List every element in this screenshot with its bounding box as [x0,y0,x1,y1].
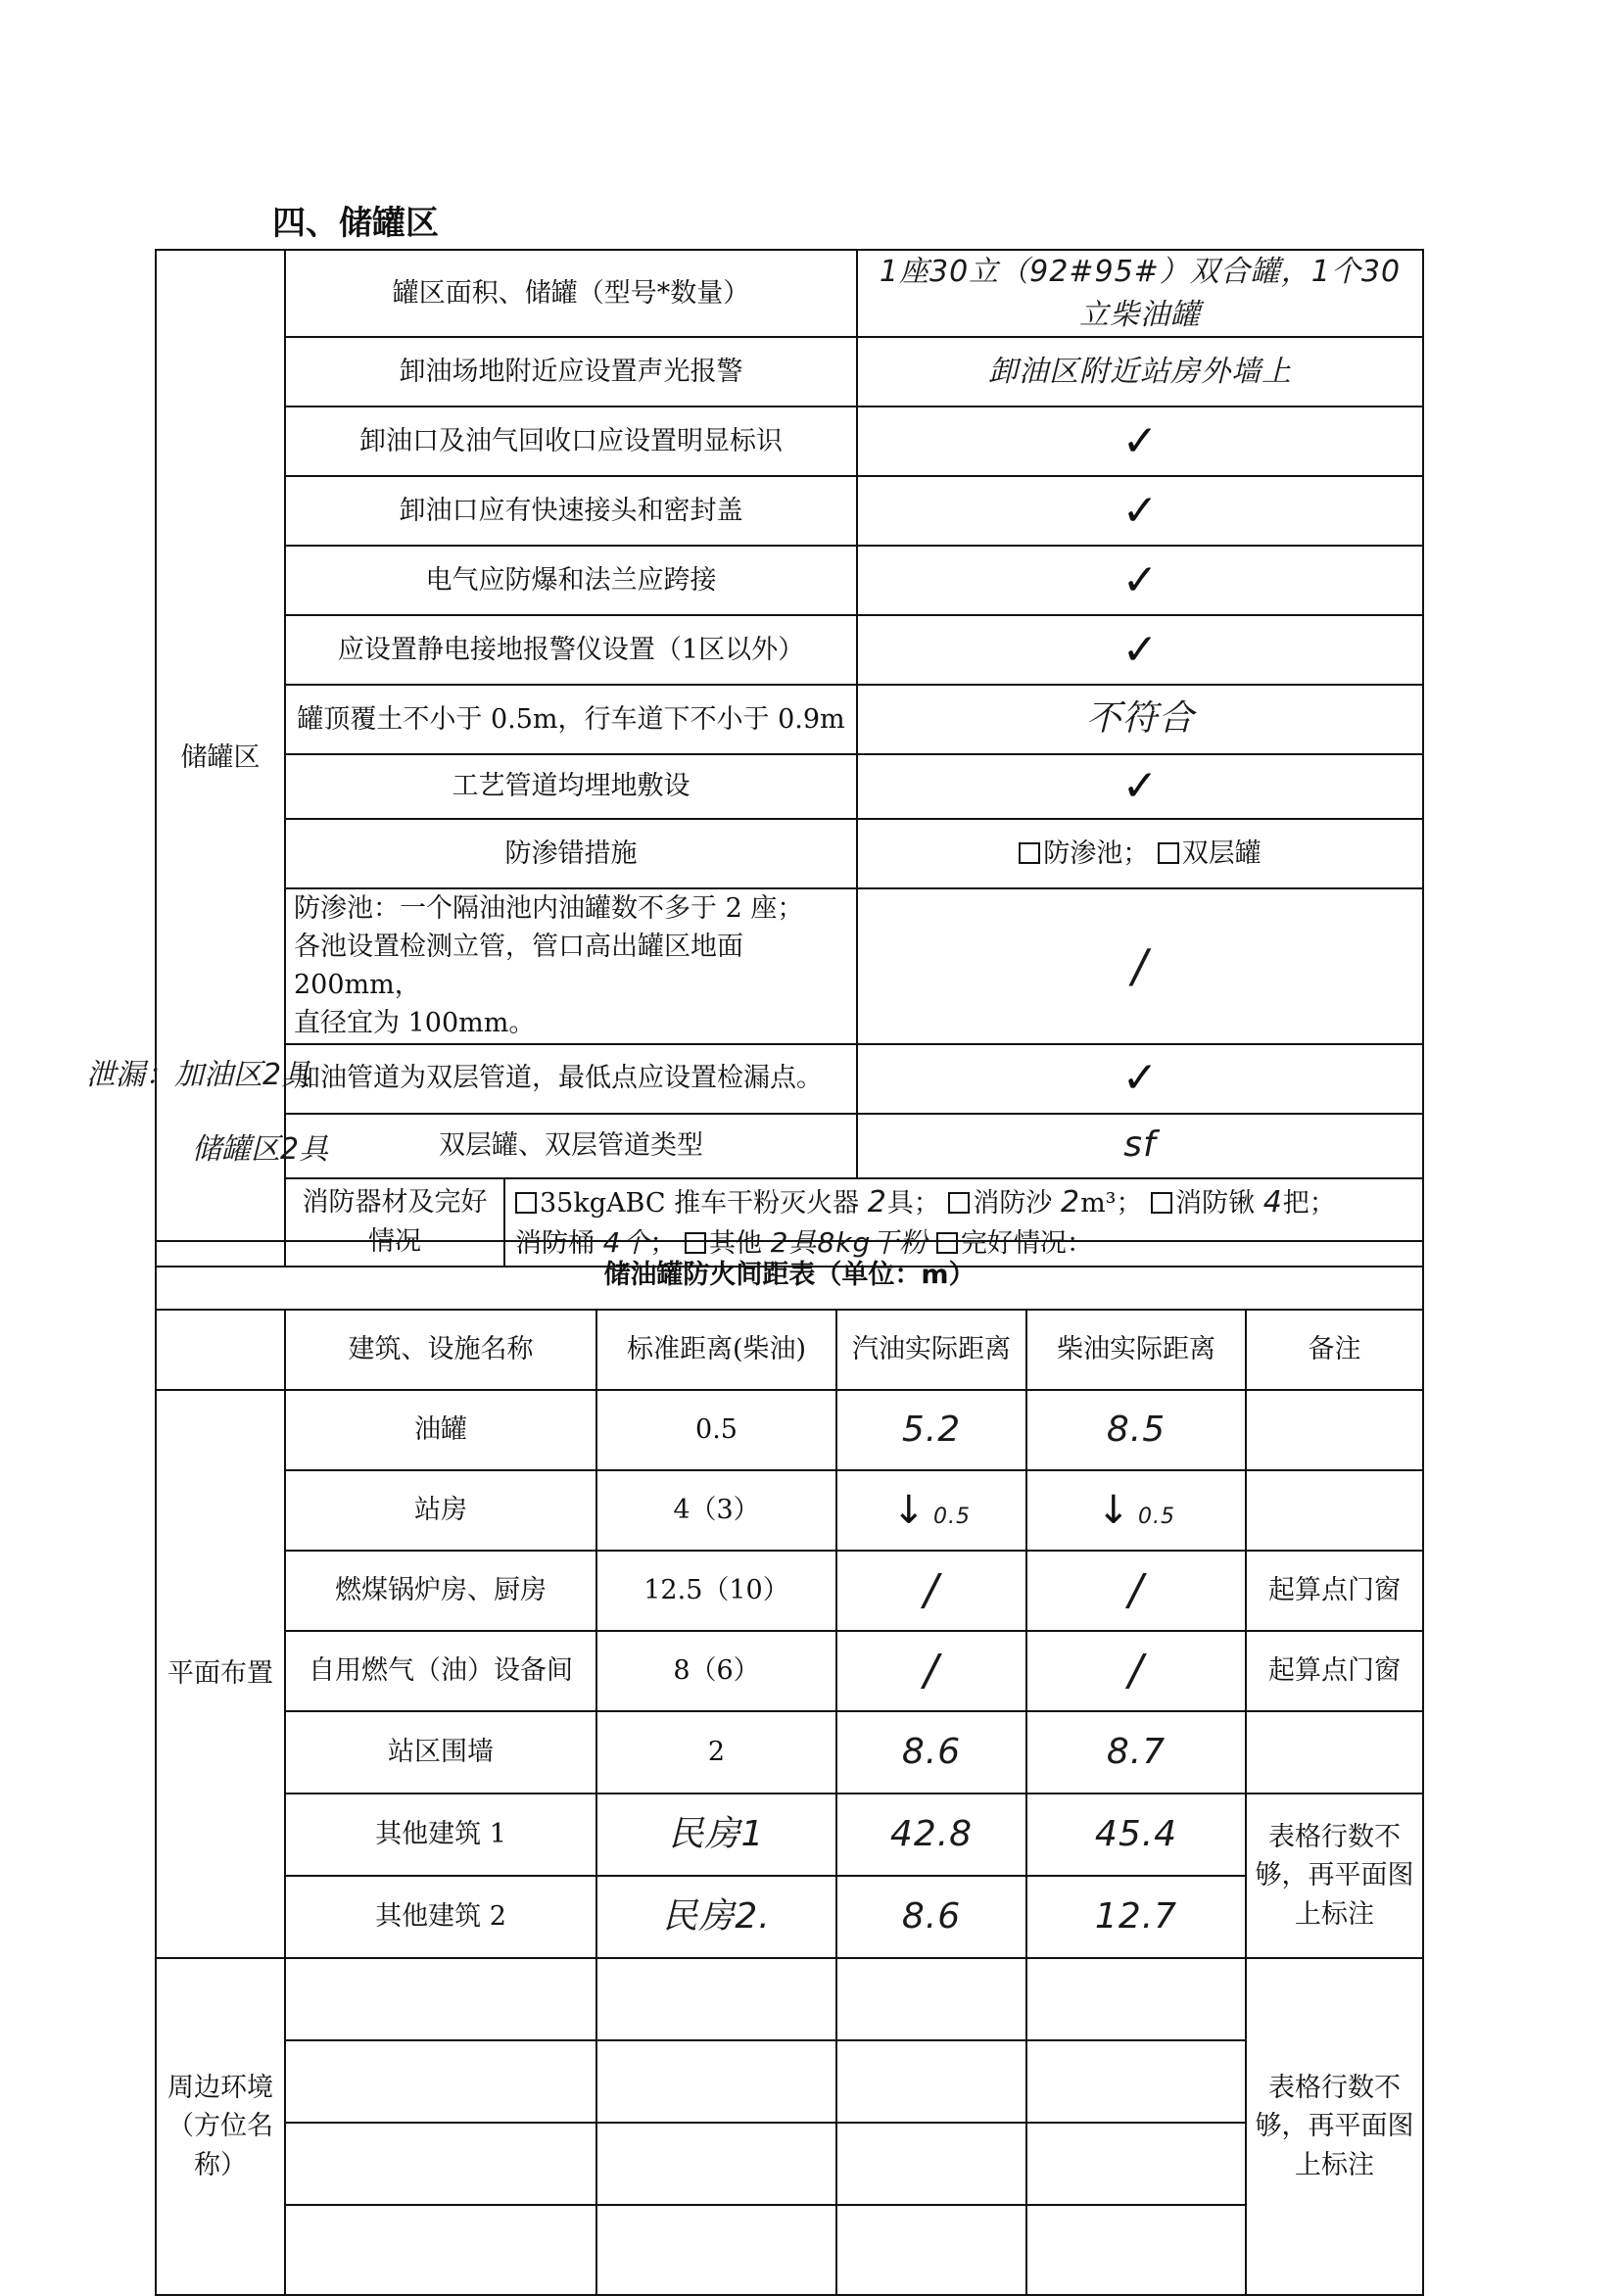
empty-cell [1026,1958,1246,2040]
empty-cell [285,2040,596,2123]
empty-cell [285,2205,596,2295]
other-label: 其他 [709,1227,763,1259]
unit-label: m³； [1080,1187,1143,1219]
bucket-label: 消防桶 [515,1227,595,1259]
empty-cell [596,2205,836,2295]
diesel-distance: / [1026,1631,1246,1711]
row-item: 卸油场地附近应设置声光报警 [285,337,857,407]
facility-name: 其他建筑 1 [285,1794,596,1876]
row-item: 罐区面积、储罐（型号*数量） [285,250,857,337]
note-cell: 起算点门窗 [1246,1631,1423,1711]
other-value: 2具8kg干粉 [770,1225,929,1259]
margin-note: 储罐区2具 [192,1132,329,1167]
pool-requirement [285,888,857,1044]
diesel-distance: 45.4 [1026,1794,1246,1876]
gasoline-distance: 0.5 [933,1505,972,1529]
check-mark: ✓ [857,407,1423,476]
empty-cell [836,2123,1026,2205]
check-mark: ✓ [857,546,1423,615]
handwritten-value: 卸油区附近站房外墙上 [857,337,1423,407]
checkbox-icon [948,1192,970,1214]
checkbox-icon [1151,1192,1172,1214]
column-header: 建筑、设施名称 [285,1310,596,1390]
empty-cell [1026,2205,1246,2295]
requirement-line: 防渗池：一个隔油池内油罐数不多于 2 座； [294,893,804,924]
column-header: 备注 [1246,1310,1423,1390]
row-item: 卸油口应有快速接头和密封盖 [285,476,857,546]
checkbox-icon [515,1192,537,1214]
gasoline-distance: / [836,1631,1026,1711]
extinguisher-qty: 2 [867,1184,887,1220]
arrow-down-icon: ↓ [891,1488,926,1533]
diesel-distance: 8.7 [1026,1711,1246,1794]
diesel-distance: / [1026,1551,1246,1631]
facility-name-handwritten: 民房1 [596,1794,836,1876]
gasoline-distance: / [836,1551,1026,1631]
row-item: 电气应防爆和法兰应跨接 [285,546,857,615]
note-cell: 表格行数不够，再平面图上标注 [1246,1958,1423,2295]
empty-cell [836,2205,1026,2295]
standard-distance: 0.5 [596,1390,836,1470]
gasoline-distance: 8.6 [836,1711,1026,1794]
note-cell [1246,1470,1423,1551]
column-header: 标准距离(柴油) [596,1310,836,1390]
row-item: 罐顶覆土不小于 0.5m，行车道下不小于 0.9m [285,685,857,754]
seepage-options [857,819,1423,888]
facility-name: 站房 [285,1470,596,1551]
row-item: 工艺管道均埋地敷设 [285,754,857,819]
empty-cell [285,2123,596,2205]
requirement-line: 各池设置检测立管，管口高出罐区地面 200mm， [294,932,743,1001]
gasoline-distance: 42.8 [836,1794,1026,1876]
empty-cell [156,1310,285,1390]
empty-cell [836,1958,1026,2040]
check-mark: ✓ [857,615,1423,685]
note-cell: 起算点门窗 [1246,1551,1423,1631]
table-title: 储油罐防火间距表（单位：m） [156,1241,1423,1310]
empty-cell [1026,2040,1246,2123]
empty-cell [596,2123,836,2205]
standard-distance: 12.5（10） [596,1551,836,1631]
check-mark: ✓ [857,754,1423,819]
empty-cell [285,1958,596,2040]
gasoline-distance: 5.2 [836,1390,1026,1470]
handwritten-value: 不符合 [857,685,1423,754]
facility-name: 站区围墙 [285,1711,596,1794]
note-cell [1246,1390,1423,1470]
handwritten-value: / [857,888,1423,1044]
facility-name: 自用燃气（油）设备间 [285,1631,596,1711]
facility-name-handwritten: 民房2. [596,1876,836,1958]
handwritten-value: sf [857,1114,1423,1178]
gasoline-distance: 8.6 [836,1876,1026,1958]
sand-label: 消防沙 [973,1187,1053,1219]
tank-area-group-label: 储罐区 [156,250,285,1267]
tank-area-table [155,249,1424,1268]
standard-distance: 8（6） [596,1631,836,1711]
empty-cell [596,2040,836,2123]
diesel-distance-cell [1026,1470,1246,1551]
separator: ； [1122,837,1150,869]
row-item: 卸油口及油气回收口应设置明显标识 [285,407,857,476]
standard-distance: 2 [596,1711,836,1794]
column-header: 汽油实际距离 [836,1310,1026,1390]
facility-name: 燃煤锅炉房、厨房 [285,1551,596,1631]
good-condition-label: 完好情况： [960,1227,1093,1259]
shovel-qty: 4 [1262,1184,1283,1220]
fire-distance-table [155,1240,1424,2296]
option-label: 双层罐 [1181,837,1262,869]
seepage-item: 防渗错措施 [285,819,857,888]
standard-distance: 4（3） [596,1470,836,1551]
requirement-line: 直径宜为 100mm。 [294,1008,536,1039]
facility-name: 油罐 [285,1390,596,1470]
checkbox-icon [1158,842,1179,864]
margin-note: 泄漏：加油区2具 [86,1058,311,1092]
label-line: 消防器材及完好 [302,1187,488,1219]
check-mark: ✓ [857,1044,1423,1114]
extinguisher-label: 35kgABC 推车干粉灭火器 [540,1187,860,1219]
layout-group-label: 平面布置 [156,1390,285,1958]
checkbox-icon [1019,842,1040,864]
column-header: 柴油实际距离 [1026,1310,1246,1390]
empty-cell [596,1958,836,2040]
diesel-distance: 12.7 [1026,1876,1246,1958]
diesel-distance: 8.5 [1026,1390,1246,1470]
option-label: 防渗池 [1043,837,1123,869]
check-mark: ✓ [857,476,1423,546]
handwritten-value: 1座30立（92#95#）双合罐，1个30立柴油罐 [857,250,1423,337]
arrow-down-icon: ↓ [1096,1488,1130,1533]
shovel-label: 消防锹 [1175,1187,1256,1219]
unit-label: 把； [1282,1187,1336,1219]
section-title: 四、储罐区 [272,204,439,243]
gasoline-distance-cell [836,1470,1026,1551]
empty-cell [1026,2123,1246,2205]
separator: ； [649,1227,677,1259]
unit-label: 具； [886,1187,940,1219]
bucket-qty: 4个 [602,1225,650,1259]
diesel-distance: 0.5 [1138,1505,1176,1529]
surround-group-label: 周边环境（方位名称） [156,1958,285,2295]
type-item: 双层罐、双层管道类型 [285,1114,857,1178]
row-item: 应设置静电接地报警仪设置（1区以外） [285,615,857,685]
pipe-item: 加油管道为双层管道，最低点应设置检漏点。 [285,1044,857,1114]
empty-cell [836,2040,1026,2123]
label-line: 情况 [368,1225,421,1257]
sand-qty: 2 [1060,1184,1081,1220]
facility-name: 其他建筑 2 [285,1876,596,1958]
note-cell [1246,1711,1423,1794]
note-cell: 表格行数不够，再平面图上标注 [1246,1794,1423,1958]
